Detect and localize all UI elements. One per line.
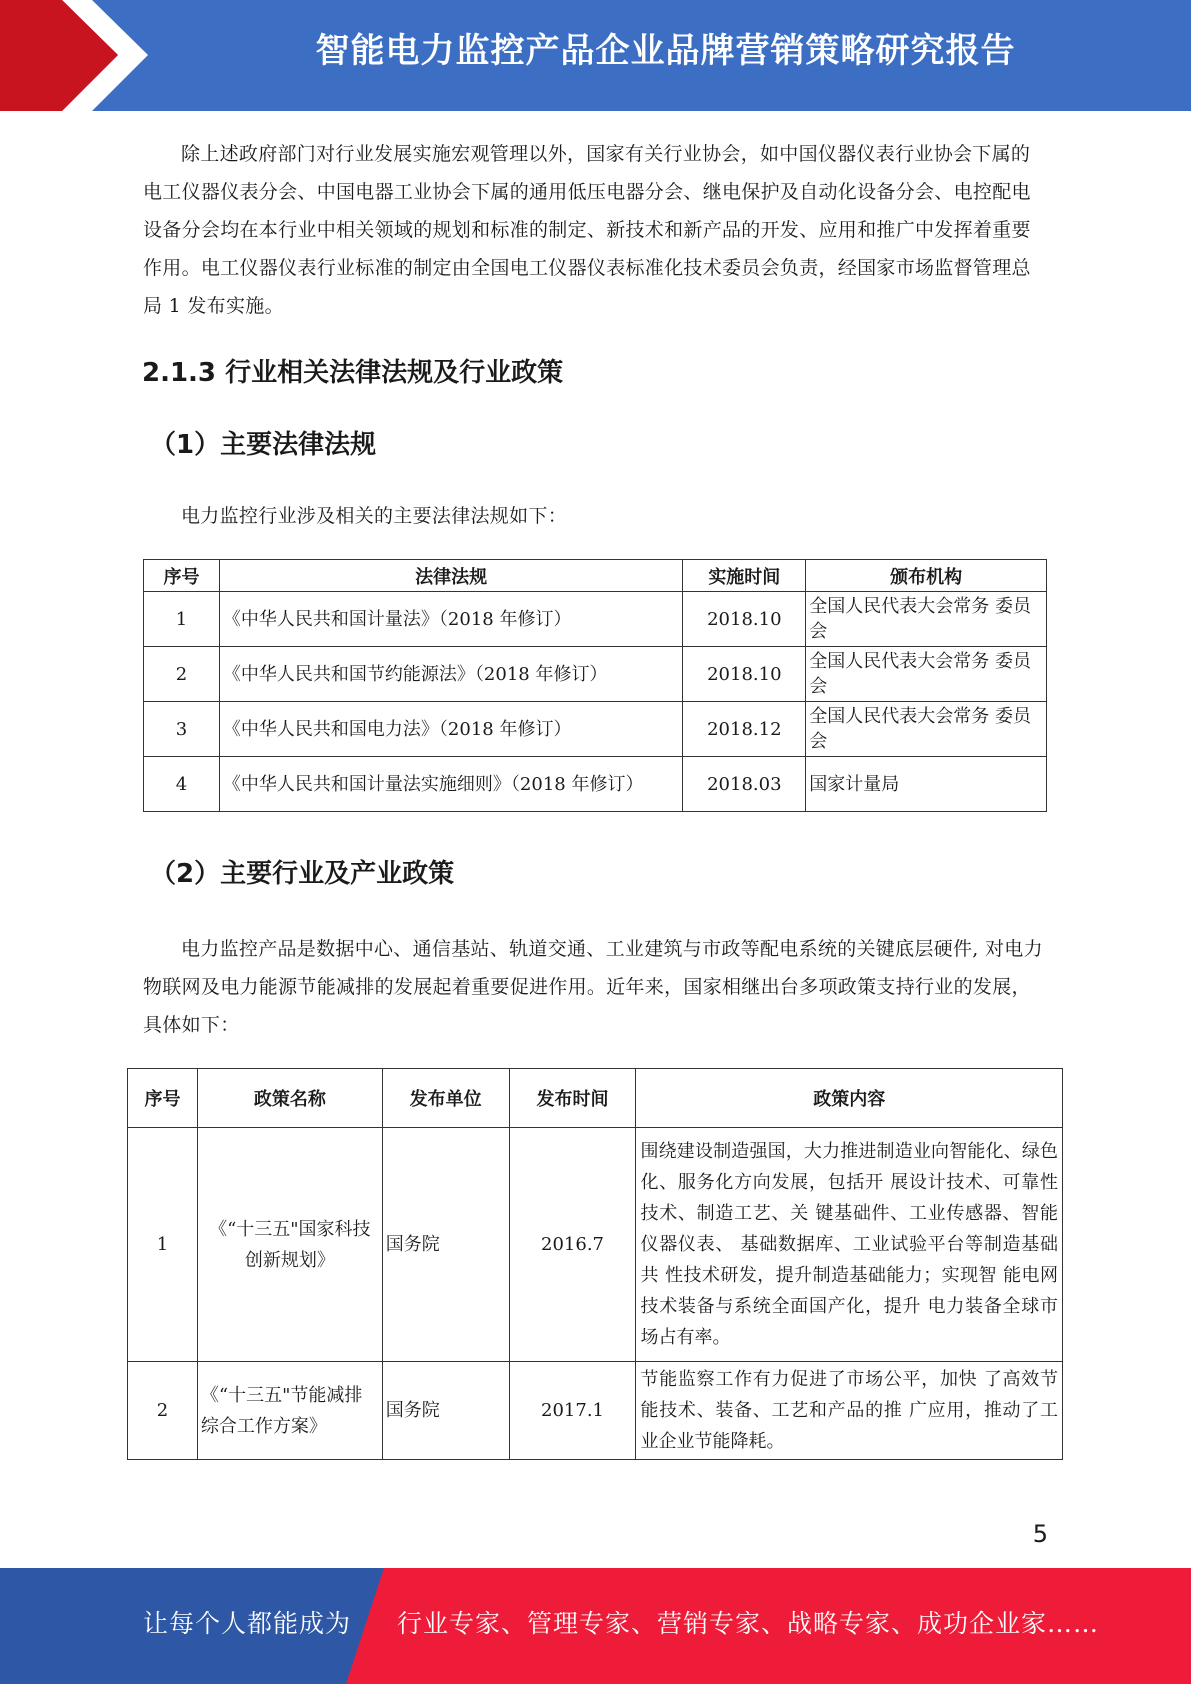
page-header [0, 0, 1191, 111]
column-header: 序号 [128, 1069, 198, 1128]
table-cell: 《中华人民共和国节约能源法》（2018 年修订） [219, 647, 682, 702]
table-cell: 全国人民代表大会常务 委员会 [806, 647, 1047, 702]
table-cell: 围绕建设制造强国，大力推进制造业向智能化、绿色化、服务化方向发展，包括开 展设计技术、可靠性技术、制造工艺、关 键基础件、工业传感器、智能仪器仪表、 基础数据库、工业试验平台等制造基础共 性技术研发，提升制造基础能力；实现智 能电网技术装备与系统全面国产化，提升 电力装备全球市场占有率。 [636, 1128, 1063, 1362]
page-number: 5 [1032, 1520, 1048, 1548]
table-cell: 《中华人民共和国计量法实施细则》（2018 年修订） [219, 757, 682, 812]
table-row [144, 702, 1047, 757]
table-cell: 2018.03 [683, 757, 806, 812]
table-cell: 2016.7 [509, 1128, 636, 1362]
policies-intro: 电力监控产品是数据中心、通信基站、轨道交通、工业建筑与市政等配电系统的关键底层硬件, 对电力物联网及电力能源节能减排的发展起着重要促进作用。近年来，国家相继出台多项政策支持行业的发展，具体如下： [143, 938, 1043, 1036]
laws-intro: 电力监控行业涉及相关的主要法律法规如下： [181, 505, 568, 527]
table-cell: 2018.12 [683, 702, 806, 757]
table-row [144, 757, 1047, 812]
table-cell: 《中华人民共和国计量法》（2018 年修订） [219, 592, 682, 647]
section-title: 2.1.3 行业相关法律法规及行业政策 [142, 358, 564, 388]
table-cell: 2 [128, 1362, 198, 1460]
policies-table [127, 1068, 1063, 1460]
table-cell: 国家计量局 [806, 757, 1047, 812]
table-cell: 4 [144, 757, 220, 812]
table-cell: 3 [144, 702, 220, 757]
intro-paragraph: 除上述政府部门对行业发展实施宏观管理以外，国家有关行业协会，如中国仪器仪表行业协会下属的电工仪器仪表分会、中国电器工业协会下属的通用低压电器分会、继电保护及自动化设备分会、电控配电设备分会均在本行业中相关领域的规划和标准的制定、新技术和新产品的开发、应用和推广中发挥着重要作用。电工仪器仪表行业标准的制定由全国电工仪器仪表标准化技术委员会负责，经国家市场监督管理总局 1 发布实施。 [143, 143, 1031, 317]
header-chevron-icon [0, 0, 160, 111]
laws-table [143, 559, 1047, 812]
table-header-row [144, 560, 1047, 592]
column-header: 序号 [144, 560, 220, 592]
table-row [144, 592, 1047, 647]
table-cell: 全国人民代表大会常务 委员会 [806, 702, 1047, 757]
table-cell: 《中华人民共和国电力法》（2018 年修订） [219, 702, 682, 757]
table-cell: 2018.10 [683, 647, 806, 702]
subsection-policies-title: （2）主要行业及产业政策 [150, 859, 455, 889]
table-cell: 1 [144, 592, 220, 647]
table-cell: 2 [144, 647, 220, 702]
table-cell: 1 [128, 1128, 198, 1362]
column-header: 发布单位 [382, 1069, 509, 1128]
column-header: 颁布机构 [806, 560, 1047, 592]
table-cell: 《“十三五"节能减排综合工作方案》 [197, 1362, 382, 1460]
column-header: 政策内容 [636, 1069, 1063, 1128]
subsection-laws-title: （1）主要法律法规 [150, 430, 377, 460]
table-cell: 国务院 [382, 1128, 509, 1362]
page-footer [0, 1568, 1191, 1684]
report-title: 智能电力监控产品企业品牌营销策略研究报告 [315, 31, 1016, 71]
column-header: 政策名称 [197, 1069, 382, 1128]
table-cell: 节能监察工作有力促进了市场公平，加快 了高效节能技术、装备、工艺和产品的推 广应用，推动了工业企业节能降耗。 [636, 1362, 1063, 1460]
table-cell: 《“十三五"国家科技创新规划》 [197, 1128, 382, 1362]
footer-slogan-right: 行业专家、管理专家、营销专家、战略专家、成功企业家…… [397, 1609, 1100, 1638]
table-row [128, 1362, 1063, 1460]
column-header: 法律法规 [219, 560, 682, 592]
table-cell: 2017.1 [509, 1362, 636, 1460]
table-cell: 2018.10 [683, 592, 806, 647]
footer-slogan-left: 让每个人都能成为 [143, 1609, 352, 1638]
table-cell: 国务院 [382, 1362, 509, 1460]
column-header: 实施时间 [683, 560, 806, 592]
table-header-row [128, 1069, 1063, 1128]
column-header: 发布时间 [509, 1069, 636, 1128]
table-cell: 全国人民代表大会常务 委员会 [806, 592, 1047, 647]
table-row [128, 1128, 1063, 1362]
table-row [144, 647, 1047, 702]
